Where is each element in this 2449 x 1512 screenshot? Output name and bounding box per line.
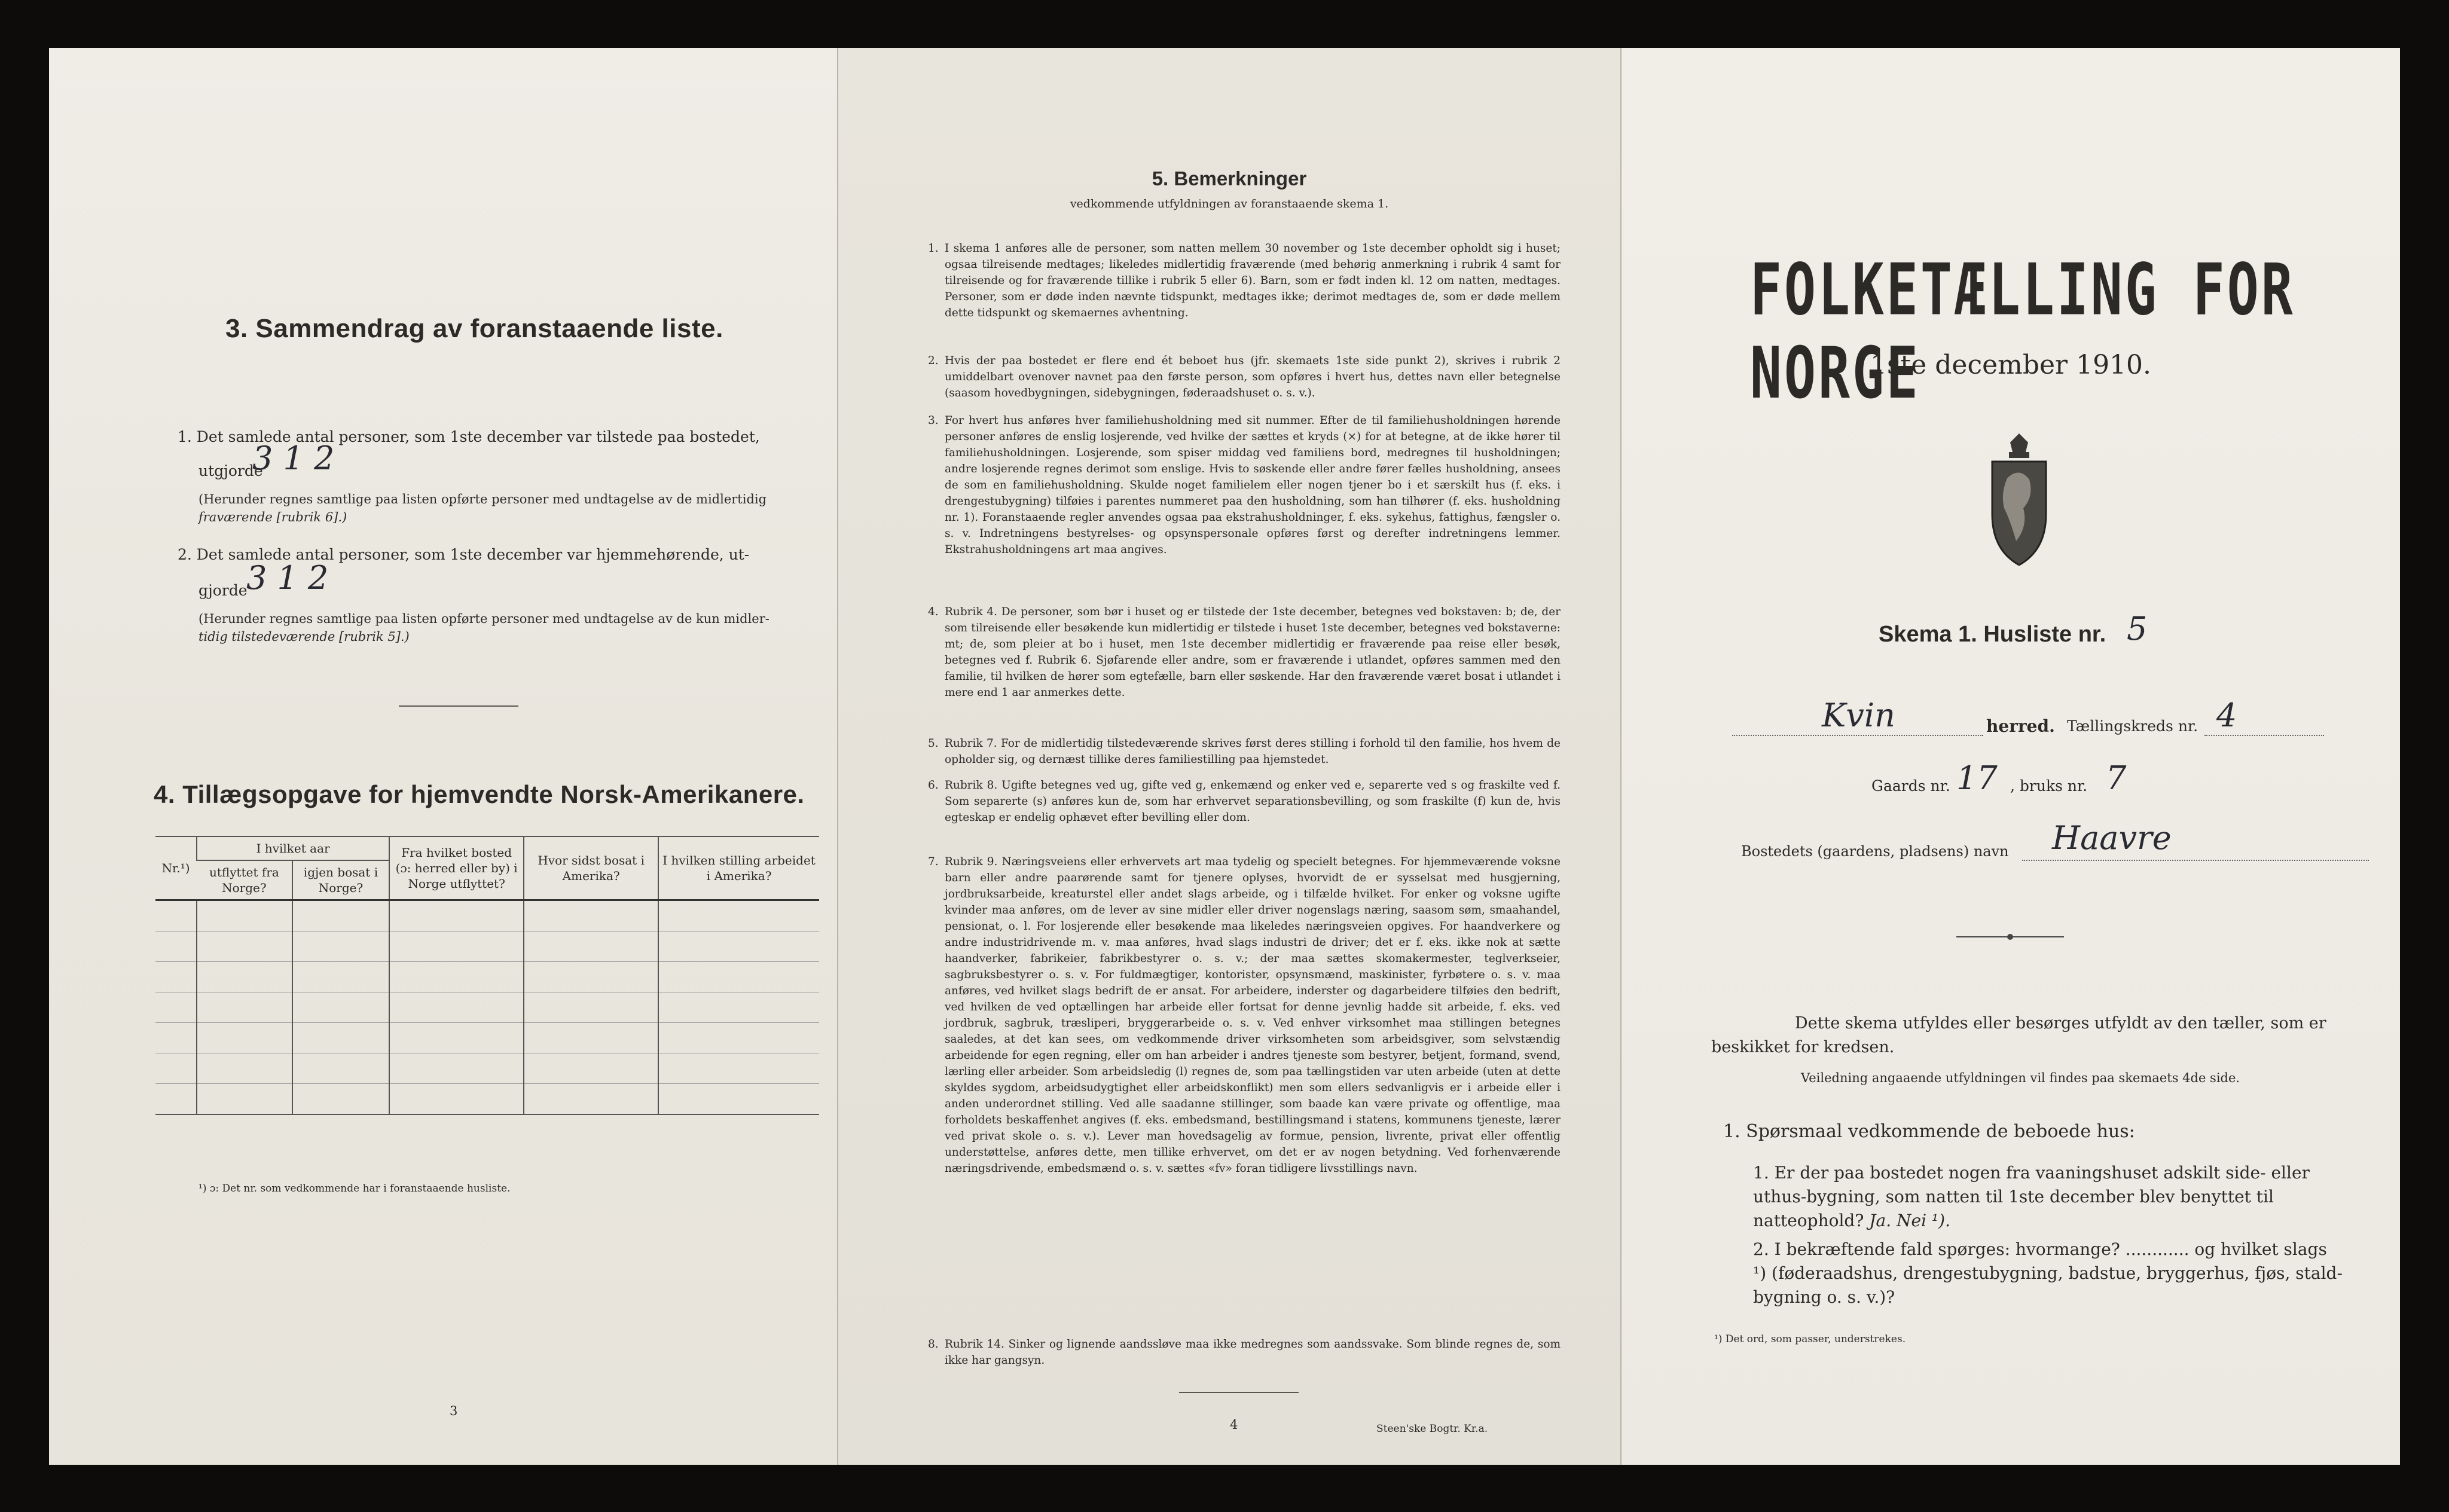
page-left [49, 48, 837, 1465]
kreds-value: 4 [2216, 697, 2237, 734]
section3-item1-note2: fraværende [rubrik 6].) [199, 510, 347, 524]
col-emigrated: utflyttet fra Norge? [197, 860, 292, 900]
table-row [155, 1023, 819, 1053]
col-year-group: I hvilket aar [197, 836, 389, 860]
norway-coat-of-arms-icon [1986, 430, 2052, 570]
instruction-note: Veiledning angaaende utfyldningen vil findes paa skemaets 4de side. [1801, 1071, 2240, 1085]
section3-title: 3. Sammendrag av foranstaaende liste. [225, 314, 723, 343]
divider [399, 705, 518, 707]
question-1-answer: Ja. Nei ¹). [1869, 1211, 1950, 1230]
kreds-field [2204, 697, 2324, 736]
page-number: 3 [450, 1404, 458, 1418]
col-returned: igjen bosat i Norge? [292, 860, 389, 900]
question-1: 1. Er der paa bostedet nogen fra vaaningshuset adskilt side- eller uthus-bygning, som natten til 1ste december blev benyttet til natteophold? Ja. Nei ¹). [1753, 1163, 2310, 1230]
instruction-text: Dette skema utfyldes eller besørges utfyldt av den tæller, som er beskikket for kredsen. [1711, 1014, 2326, 1056]
table-row [155, 992, 819, 1023]
remark-7: 7. Rubrik 9. Næringsveiens eller erhvervets art maa tydelig og specielt betegnes. For hjemmeværende voksne barn eller andre paarørende samt for tjenere oplyses, hvorvidt de er sysselsat med husgjerning, jordbruksarbeide, kreaturstel eller andet slags arbeide, og i tilfælde hvilket. For enker og voksne ugifte kvinder maa anføres, om de lever av sine midler eller driver nogenslags næring, saasom søm, smaahandel, pensionat, o. l. For losjerende eller besøkende maa likeledes næringsveien opgives. For haandverkere og andre industridrivende m. v. maa anføres, hvad slags industri de driver; det er f. eks. ikke nok at sætte haandverker, fabrikeier, fabrikbestyrer o. s. v.; der maa sættes skomakermester, teglverkseier, sagbruksbestyrer o. s. v. For fuldmægtiger, kontorister, opsynsmænd, maskinister, fyrbøtere o. s. v. maa anføres, ved hvilket slags bedrift de er ansat. For arbeidere, inderster og dagarbeidere tilføies den bedrift, ved hvilken de ved optællingen har arbeide eller fortsat for denne jevnlig hadde sit arbeide, f. eks. ved jordbruk, sagbruk, træsliperi, bryggerarbeide o. s. v. Ved enhver virksomhet maa stillingen betegnes saaledes, at det kan sees, om vedkommende driver virksomheten som arbeidsgiver, som selvstændig arbeidende for egen regning, eller om han arbeider i andres tjeneste som bestyrer, betjent, formand, svend, lærling eller arbeider. Som arbeidsledig (l) regnes de, som paa tællingstiden var uten arbeide (uten at dette skyldes sygdom, arbeidsudygtighet eller arbeidskonflikt) men som ellers sedvanligvis er i arbeide eller i anden underordnet stilling. Ved alle saadanne stillinger, som baade kan være private og offentlige, maa forholdets beskaffenhet angives (f. eks. embedsmand, bestillingsmand i statens, kommunens tjeneste, lærer ved privat skole o. s. v.). Lever man hovedsagelig av formue, pension, livrente, privat eller offentlig understøttelse, anføres dette, men tillike erhvervet, om det er av nogen betydning. Ved forhenværende næringsdrivende, embedsmænd o. s. v. sættes «fv» foran tidligere livsstillings navn. [928, 856, 1561, 1175]
printer-mark: Steen'ske Bogtr. Kr.a. [1376, 1423, 1488, 1435]
schema-label: Skema 1. Husliste nr. [1879, 622, 2106, 647]
question-header: 1. Spørsmaal vedkommende de beboede hus: [1723, 1121, 2135, 1142]
bosted-label: Bostedets (gaardens, pladsens) navn [1741, 843, 2009, 860]
page-number: 4 [1230, 1418, 1238, 1432]
herred-field [1732, 697, 1983, 736]
section3-item2-value: 3 1 2 [246, 559, 329, 597]
table-row [155, 1053, 819, 1084]
gaards-label: Gaards nr. [1871, 777, 1950, 795]
section4-title: 4. Tillægsopgave for hjemvendte Norsk-Amerikanere. [154, 780, 805, 808]
remark-1: 1. I skema 1 anføres alle de personer, som natten mellem 30 november og 1ste december opholdt sig i huset; ogsaa tilreisende medtages; likeledes midlertidig fraværende (med behørig anmerkning i rubrik 4 samt for tilreisende og for fraværende tillike i rubrik 5 eller 6). Barn, som er født inden kl. 12 om natten, medtages. Personer, som er døde inden nævnte tidspunkt, medtages ikke; derimot medtages de, som er døde mellem dette tidspunkt og skemaernes avhentning. [928, 242, 1561, 319]
section3-item2-line1: 2. Det samlede antal personer, som 1ste december var hjemmehørende, ut- [178, 546, 750, 563]
remark-4: 4. Rubrik 4. De personer, som bør i huset og er tilstede der 1ste december, betegnes ved bokstaven: b; de, der som tilreisende eller besøkende kun midlertidig er tilstede i huset 1ste december, betegnes ved bokstaverne: mt; de, som pleier at bo i huset, men 1ste december midlertidig er fraværende paa reise eller besøk, betegnes ved f. Rubrik 6. Sjøfarende eller andre, som er fraværende i utlandet, opføres sammen med den familie, til hvilken de hører som egtefælle, barn eller søskende. Har den fraværende været bosat i utlandet i mere end 1 aar anmerkes dette. [928, 606, 1561, 699]
section4-footnote: ¹) ɔ: Det nr. som vedkommende har i foranstaaende husliste. [199, 1183, 511, 1195]
right-footnote: ¹) Det ord, som passer, understrekes. [1714, 1333, 1906, 1345]
remark-5: 5. Rubrik 7. For de midlertidig tilstedeværende skrives først deres stilling i forhold til den familie, hos hvem de opholder sig, og dernæst tillike deres familiestilling paa hjemstedet. [928, 737, 1561, 766]
table-row [155, 962, 819, 992]
question-2: 2. I bekræftende fald spørges: hvormange? ............ og hvilket slags ¹) (føderaadshus, drengestubygning, badstue, bryggerhus, fjøs, stald-bygning o. s. v.)? [1753, 1239, 2343, 1307]
divider [1179, 1392, 1299, 1393]
col-from-where: Fra hvilket bosted (ɔ: herred eller by) i Norge utflyttet? [389, 836, 524, 900]
page-middle [838, 48, 1620, 1465]
remark-2: 2. Hvis der paa bostedet er flere end ét beboet hus (jfr. skemaets 1ste side punkt 2), skrives i rubrik 2 umiddelbart ovenover navnet paa den første person, som opføres i hvert hus, dettes navn eller betegnelse (saasom hovedbygningen, sidebygningen, føderaadshuset o. s. v.). [928, 355, 1561, 399]
remark-3: 3. For hvert hus anføres hver familiehusholdning med sit nummer. Efter de til familiehusholdningen hørende personer anføres de enslig losjerende, ved hvilke der sættes et kryds (×) for at betegne, at de ikke hører til familiehusholdningen. Losjerende, som spiser middag ved familiens bord, medregnes til husholdningen; andre losjerende regnes derimot som enslige. Hvis to søskende eller andre fører fælles husholdning, ansees de som en familiehusholdning. Skulde noget familielem eller nogen tjener bo i et særskilt hus (f. eks. i drengestubygning) tilføies i parentes nummeret paa den husholdning, som han tilhører (f. eks. husholdning nr. 1). Foranstaaende regler anvendes ogsaa paa ekstrahusholdninger, f. eks. sykehus, fattighus, fængsler o. s. v. Indretningens bestyrelses- og opsynspersonale opføres først og derefter indretningens lemmer. Ekstrahusholdningens art maa angives. [928, 414, 1561, 556]
gaards-value: 17 [1956, 759, 1998, 797]
table-row [155, 900, 819, 931]
section3-item2-note2: tidig tilstedeværende [rubrik 5].) [199, 630, 410, 644]
section3-item2-prefix: gjorde [199, 582, 248, 599]
remarks-subtitle: vedkommende utfyldningen av foranstaaende skema 1. [1070, 197, 1389, 210]
col-nr: Nr.¹) [155, 836, 197, 900]
census-date: 1ste december 1910. [1870, 350, 2152, 380]
herred-value: Kvin [1822, 697, 1895, 734]
section3-item1-line1: 1. Det samlede antal personer, som 1ste december var tilstede paa bostedet, [178, 428, 760, 445]
kreds-label: Tællingskreds nr. [2067, 717, 2198, 735]
remark-6: 6. Rubrik 8. Ugifte betegnes ved ug, gifte ved g, enkemænd og enker ved e, separerte ved s og fraskilte ved f. Som separerte (s) anføres kun de, som har erhvervet separationsbevilling, og som fraskilte (f) kun de, hvis egteskap er endelig ophævet efter bevilling eller dom. [928, 779, 1561, 824]
bosted-field [2022, 819, 2369, 861]
norsk-amerikanere-table [155, 836, 819, 1115]
census-title: FOLKETÆLLING FOR NORGE [1750, 248, 2295, 415]
col-last-residence: Hvor sidst bosat i Amerika? [524, 836, 658, 900]
ornament-icon [1956, 927, 2064, 948]
section3-item1-note1: (Herunder regnes samtlige paa listen opførte personer med undtagelse av de midlertidig [199, 492, 767, 506]
page-right [1622, 48, 2400, 1465]
bruks-label: , bruks nr. [2010, 777, 2088, 795]
table-row [155, 1084, 819, 1115]
section3-item1-prefix: utgjorde [199, 462, 263, 479]
section3-item2-note1: (Herunder regnes samtlige paa listen opførte personer med undtagelse av de kun midler- [199, 612, 769, 626]
husliste-number: 5 [2127, 610, 2148, 647]
col-occupation: I hvilken stilling arbeidet i Amerika? [658, 836, 819, 900]
section3-item1-value: 3 1 2 [252, 439, 335, 477]
herred-label: herred. [1986, 716, 2055, 736]
bruks-value: 7 [2106, 759, 2127, 797]
table-row [155, 931, 819, 962]
bosted-value: Haavre [2052, 819, 2172, 857]
remarks-title: 5. Bemerkninger [1152, 167, 1307, 190]
remark-8: 8. Rubrik 14. Sinker og lignende aandssløve maa ikke medregnes som aandssvake. Som blinde regnes de, som ikke har gangsyn. [928, 1338, 1561, 1367]
